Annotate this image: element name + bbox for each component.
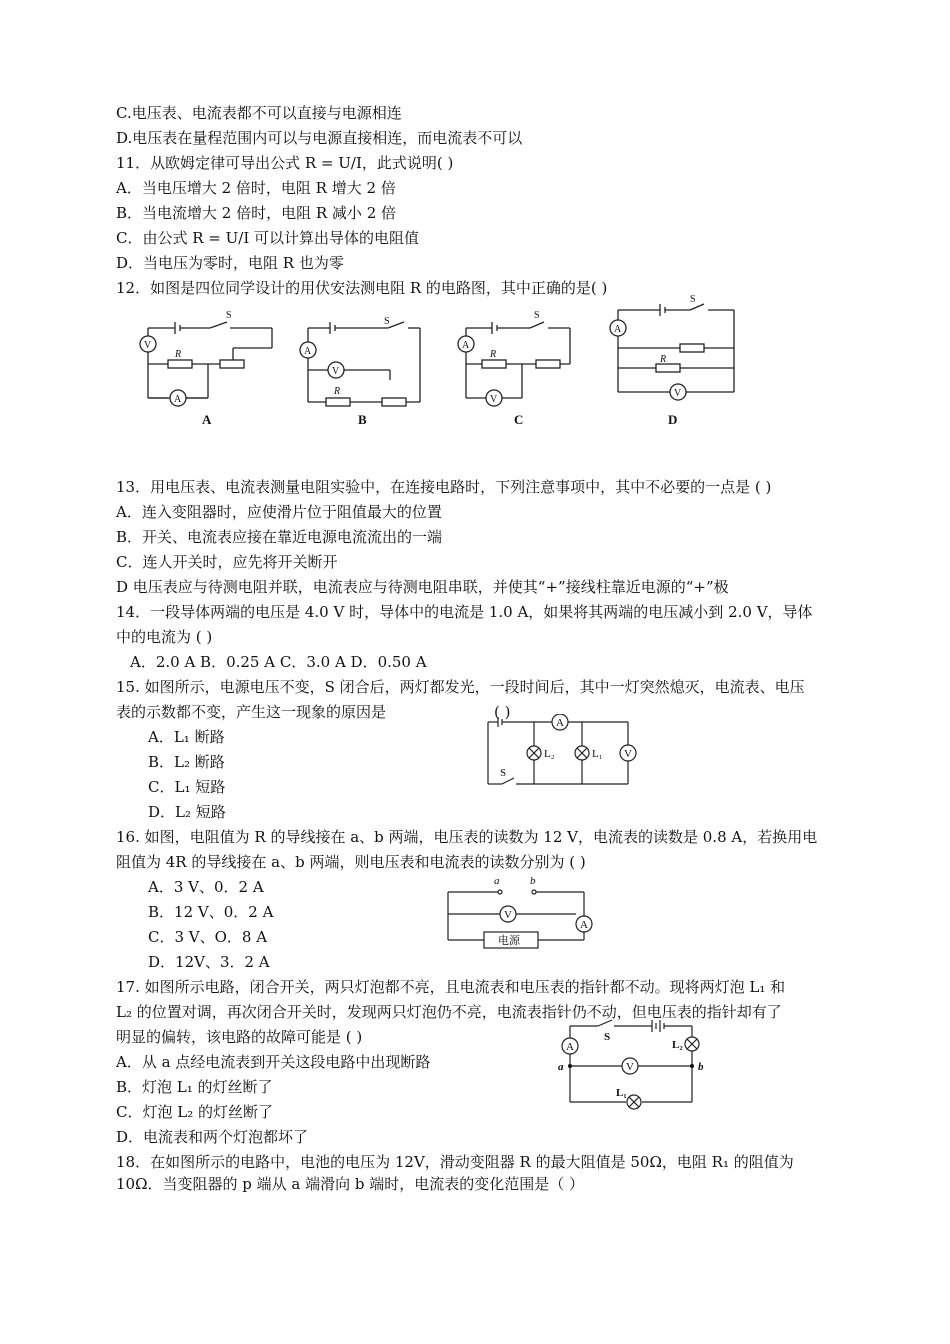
- question-17-cont2: 明显的偏转，该电路的故障可能是 ( ): [116, 1028, 363, 1046]
- q16-option-b: B．12 V、0．2 A: [148, 903, 274, 921]
- q15-option-d: D．L₂ 短路: [148, 803, 226, 821]
- q15-answer-bracket: ( ): [494, 703, 511, 721]
- question-16: 16. 如图，电阻值为 R 的导线接在 a、b 两端，电压表的读数为 12 V，电流表的读数是 0.8 A，若换用电: [116, 828, 818, 846]
- a-switch-label: S: [226, 310, 232, 321]
- q17-ammeter-label: A: [566, 1041, 574, 1053]
- q17-lamp1-label: L₁: [616, 1087, 627, 1099]
- fig12-label-b: B: [358, 412, 367, 427]
- q11-option-b: B．当电流增大 2 倍时，电阻 R 减小 2 倍: [116, 204, 397, 222]
- question-15: 15. 如图所示，电源电压不变，S 闭合后，两灯都发光，一段时间后，其中一灯突然熄灭，电流表、电压: [116, 678, 805, 696]
- q17-circuit-figure: [552, 1016, 712, 1116]
- d-resistor-label: R: [660, 354, 667, 365]
- q17-point-a: a: [558, 1061, 564, 1073]
- question-14: 14．一段导体两端的电压是 4.0 V 时，导体中的电流是 1.0 A，如果将其两端的电压减小到 2.0 V，导体: [116, 603, 813, 621]
- a-ammeter-label: A: [174, 394, 182, 405]
- q16-option-c: C．3 V、O．8 A: [148, 928, 268, 946]
- q16-point-b: b: [530, 875, 536, 887]
- question-18: 18．在如图所示的电路中，电池的电压为 12V，滑动变阻器 R 的最大阻值是 50Ω，电阻 R₁ 的阻值为: [116, 1153, 794, 1171]
- circuit-b: [300, 322, 420, 406]
- q16-option-d: D．12V、3．2 A: [148, 953, 270, 971]
- d-ammeter-label: A: [614, 324, 622, 335]
- q17-option-d: D．电流表和两个灯泡都坏了: [116, 1128, 309, 1146]
- q11-option-d: D．当电压为零时，电阻 R 也为零: [116, 254, 344, 272]
- c-resistor-label: R: [490, 349, 497, 360]
- q14-options: A．2.0 A B．0.25 A C．3.0 A D．0.50 A: [130, 653, 427, 671]
- q15-circuit-figure: [484, 714, 644, 790]
- q11-option-c: C．由公式 R = U/I 可以计算出导体的电阻值: [116, 229, 420, 247]
- q13-option-a: A．连入变阻器时，应使滑片位于阻值最大的位置: [116, 503, 442, 521]
- b-voltmeter-label: V: [332, 366, 340, 377]
- a-voltmeter-label: V: [144, 340, 152, 351]
- q15-lamp2-label: L₂: [544, 748, 555, 760]
- fig12-label-c: C: [514, 412, 524, 427]
- question-13: 13．用电压表、电流表测量电阻实验中，在连接电路时，下列注意事项中，其中不必要的一点是 ( ): [116, 478, 772, 496]
- q17-lamp2-label: L₂: [672, 1039, 683, 1051]
- q17-option-a: A．从 a 点经电流表到开关这段电路中出现断路: [116, 1053, 431, 1071]
- circuit-c: [458, 322, 570, 406]
- question-15-cont: 表的示数都不变，产生这一现象的原因是: [116, 703, 387, 721]
- fig12-label-d: D: [668, 412, 678, 427]
- q17-option-b: B．灯泡 L₁ 的灯丝断了: [116, 1078, 273, 1096]
- q13-option-b: B．开关、电流表应接在靠近电源电流流出的一端: [116, 528, 443, 546]
- option-c-q10: C.电压表、电流表都不可以直接与电源相连: [116, 104, 402, 122]
- b-resistor-label: R: [334, 386, 341, 397]
- q17-voltmeter-label: V: [626, 1061, 634, 1073]
- q17-point-b: b: [698, 1061, 704, 1073]
- c-voltmeter-label: V: [490, 394, 498, 405]
- question-11: 11．从欧姆定律可导出公式 R = U/I，此式说明( ): [116, 154, 454, 172]
- option-d-q10: D.电压表在量程范围内可以与电源直接相连，而电流表不可以: [116, 129, 523, 147]
- q13-option-d: D 电压表应与待测电阻并联，电流表应与待测电阻串联，并使其“+”接线柱靠近电源的“+”极: [116, 578, 729, 596]
- question-12: 12．如图是四位同学设计的用伏安法测电阻 R 的电路图，其中正确的是( ): [116, 279, 608, 297]
- q15-ammeter-label: A: [556, 717, 564, 729]
- question-16-cont: 阻值为 4R 的导线接在 a、b 两端，则电压表和电流表的读数分别为 ( ): [116, 853, 586, 871]
- c-switch-label: S: [534, 310, 540, 321]
- q16-voltmeter-label: V: [504, 909, 512, 921]
- a-resistor-label: R: [175, 349, 182, 360]
- q16-circuit-figure: [444, 874, 600, 952]
- question-18-cont: 10Ω．当变阻器的 p 端从 a 端滑向 b 端时，电流表的变化范围是（ ）: [116, 1175, 585, 1193]
- circuit-a: [140, 322, 272, 406]
- q16-point-a: a: [494, 875, 500, 887]
- q16-source-label: 电源: [498, 935, 520, 947]
- question-14-cont: 中的电流为 ( ): [116, 628, 213, 646]
- d-switch-label: S: [690, 294, 696, 305]
- q17-option-c: C．灯泡 L₂ 的灯丝断了: [116, 1103, 273, 1121]
- q15-lamp1-label: L₁: [592, 748, 603, 760]
- q15-voltmeter-label: V: [624, 748, 632, 760]
- d-voltmeter-label: V: [674, 388, 682, 399]
- circuit-d: [610, 304, 734, 400]
- question-17: 17. 如图所示电路，闭合开关，两只灯泡都不亮，且电流表和电压表的指针都不动。现将两灯泡 L₁ 和: [116, 978, 786, 996]
- q16-option-a: A．3 V、0．2 A: [148, 878, 264, 896]
- q15-option-a: A．L₁ 断路: [148, 728, 225, 746]
- q15-option-c: C．L₁ 短路: [148, 778, 226, 796]
- b-ammeter-label: A: [304, 346, 312, 357]
- q15-option-b: B．L₂ 断路: [148, 753, 225, 771]
- fig12-label-a: A: [202, 412, 212, 427]
- q12-circuit-figure: [130, 292, 750, 432]
- q11-option-a: A．当电压增大 2 倍时，电阻 R 增大 2 倍: [116, 179, 396, 197]
- q13-option-c: C．连人开关时，应先将开关断开: [116, 553, 338, 571]
- q17-switch-label: S: [604, 1031, 611, 1043]
- question-17-cont1: L₂ 的位置对调，再次闭合开关时，发现两只灯泡仍不亮，电流表指针仍不动，但电压表的指针却有了: [116, 1003, 782, 1021]
- c-ammeter-label: A: [462, 340, 470, 351]
- q16-ammeter-label: A: [580, 919, 588, 931]
- q15-switch-label: S: [500, 767, 507, 779]
- b-switch-label: S: [384, 316, 390, 327]
